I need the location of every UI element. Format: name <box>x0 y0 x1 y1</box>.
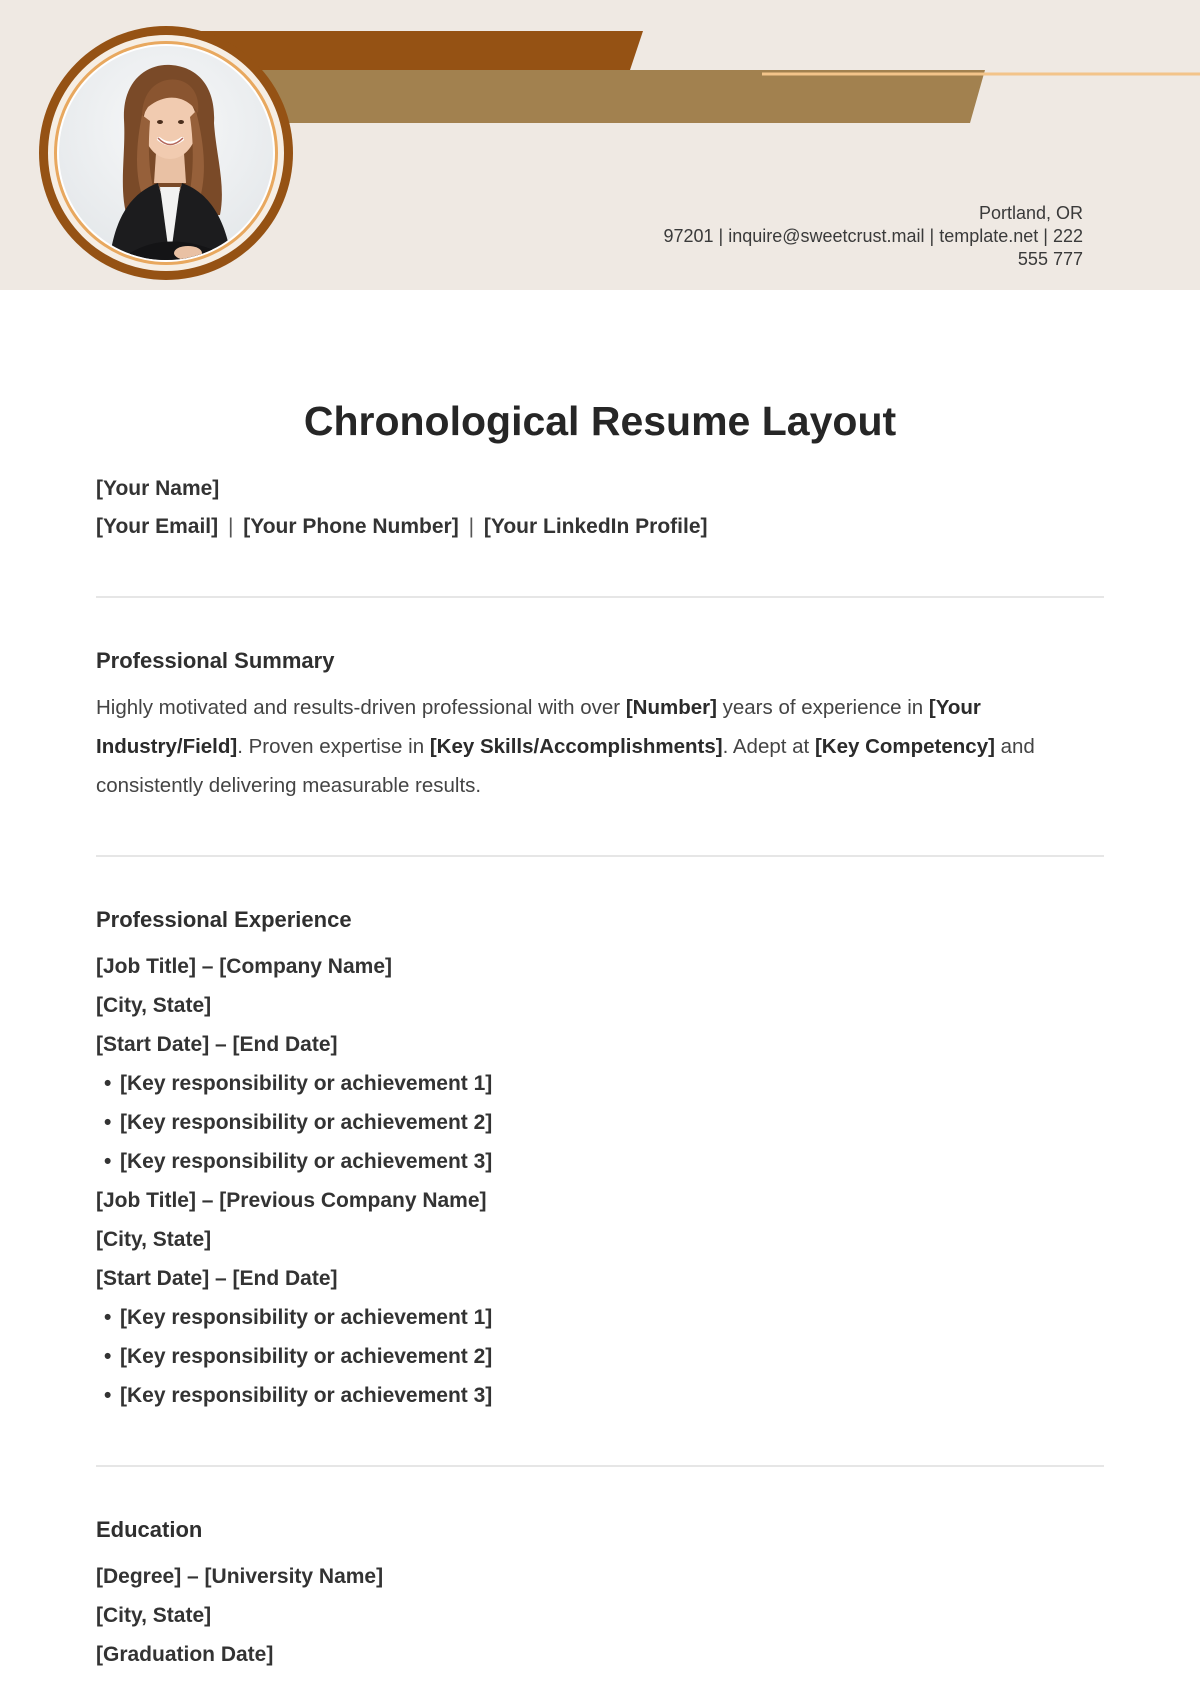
job-title-company: [Job Title] – [Previous Company Name] <box>96 1189 487 1212</box>
contact-city: Portland, OR <box>978 203 1083 223</box>
summary-placeholder-industry: [Your Industry/Field] <box>96 696 981 758</box>
job-dates: [Start Date] – [End Date] <box>96 1267 338 1290</box>
bullet-icon: • <box>104 1345 112 1368</box>
summary-placeholder-competency: [Key Competency] <box>814 735 995 758</box>
contact-phone-tail: 555 777 <box>1017 249 1083 269</box>
your-name: [Your Name] <box>96 477 220 500</box>
document-body <box>96 380 1104 1674</box>
bullet-text: [Key responsibility or achievement 2] <box>120 1345 493 1368</box>
summary-text-part: Highly motivated and results-driven professional with over <box>96 696 626 719</box>
bullet-text: [Key responsibility or achievement 1] <box>120 1306 493 1329</box>
bullet-icon: • <box>104 1150 112 1173</box>
your-phone: [Your Phone Number] <box>243 515 459 538</box>
summary-placeholder-skills: [Key Skills/Accomplishments] <box>429 735 723 758</box>
bullet-text: [Key responsibility or achievement 1] <box>120 1072 493 1095</box>
education-section <box>96 1515 1104 1674</box>
bullet-text: [Key responsibility or achievement 3] <box>120 1384 493 1407</box>
divider <box>96 855 1104 857</box>
experience-heading: Professional Experience <box>96 907 352 932</box>
graduation-date: [Graduation Date] <box>96 1643 274 1666</box>
summary-heading: Professional Summary <box>96 648 335 673</box>
summary-text <box>96 688 1104 805</box>
separator: | <box>468 515 475 538</box>
bullet-icon: • <box>104 1384 112 1407</box>
your-email: [Your Email] <box>96 515 219 538</box>
divider <box>96 596 1104 598</box>
job-entry <box>96 1181 1104 1415</box>
summary-section <box>96 646 1104 805</box>
header-contact <box>583 202 1083 271</box>
summary-text-part: and consistently delivering measurable results. <box>96 735 1035 797</box>
job-location: [City, State] <box>96 994 212 1017</box>
your-linkedin: [Your LinkedIn Profile] <box>483 515 708 538</box>
bullet-icon: • <box>104 1111 112 1134</box>
summary-text-part: years of experience in <box>716 696 929 719</box>
page-title: Chronological Resume Layout <box>303 398 897 444</box>
summary-text-part: . Proven expertise in <box>237 735 430 758</box>
summary-text-part: . Adept at <box>722 735 815 758</box>
job-bullet <box>96 1337 1104 1376</box>
education-heading: Education <box>96 1517 203 1542</box>
contact-details: 97201 | inquire@sweetcrust.mail | template.net | 222 <box>663 226 1083 246</box>
summary-placeholder-number: [Number] <box>625 696 717 719</box>
job-entry <box>96 947 1104 1181</box>
bullet-text: [Key responsibility or achievement 3] <box>120 1150 493 1173</box>
contact-row <box>96 508 1104 546</box>
profile-photo <box>38 25 294 281</box>
bullet-icon: • <box>104 1072 112 1095</box>
bullet-icon: • <box>104 1306 112 1329</box>
education-location: [City, State] <box>96 1604 212 1627</box>
experience-section <box>96 905 1104 1415</box>
job-bullet <box>96 1298 1104 1337</box>
degree-university: [Degree] – [University Name] <box>96 1565 384 1588</box>
job-bullet <box>96 1142 1104 1181</box>
avatar-image <box>38 25 294 281</box>
personal-info <box>96 470 1104 546</box>
job-bullet <box>96 1376 1104 1415</box>
job-bullet <box>96 1064 1104 1103</box>
job-location: [City, State] <box>96 1228 212 1251</box>
separator: | <box>227 515 234 538</box>
divider <box>96 1465 1104 1467</box>
job-title-company: [Job Title] – [Company Name] <box>96 955 392 978</box>
header-band <box>0 0 1200 290</box>
tan-bar <box>200 70 985 123</box>
job-dates: [Start Date] – [End Date] <box>96 1033 338 1056</box>
bullet-text: [Key responsibility or achievement 2] <box>120 1111 493 1134</box>
job-bullet <box>96 1103 1104 1142</box>
